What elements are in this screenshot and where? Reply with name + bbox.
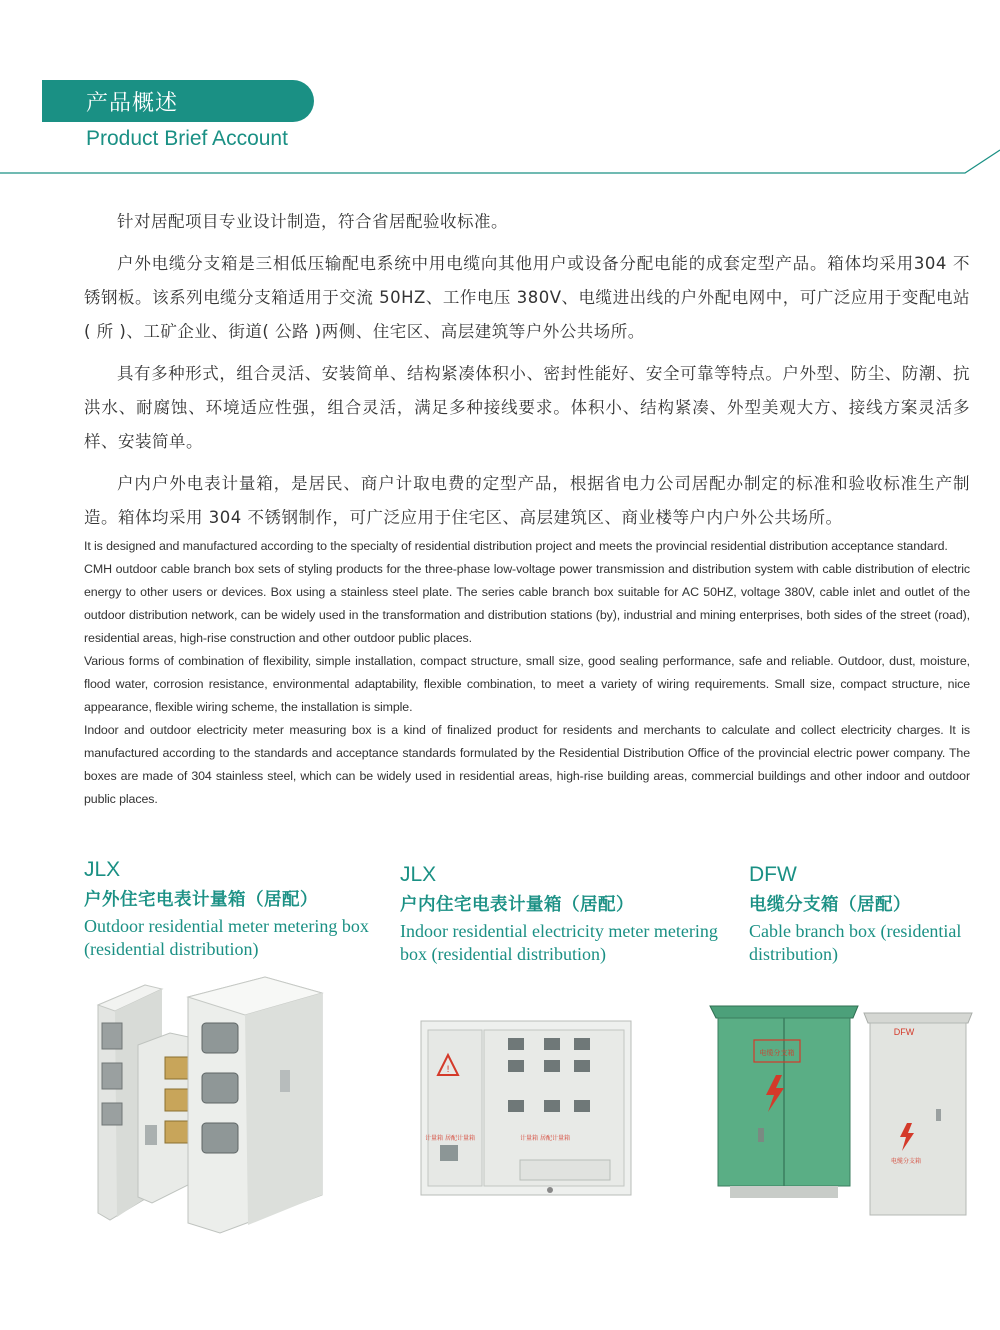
intro-en-paragraph: CMH outdoor cable branch box sets of styling products for the three-phase low-voltage power transmission and distribution system with cable distribution of electric energy to other users or devices. Box using a stainless steel plate. The series cable branch box suitable for AC 50HZ, voltage 380V, cable inlet and outlet of the outdoor distribution network, can be widely used in the transformation and distribution stations (by), industrial and mining enterprises, both sides of the street (road), residential areas, high-rise construction and other outdoor public places.	[84, 562, 970, 645]
intro-cn-paragraph: 户内户外电表计量箱，是居民、商户计取电费的定型产品，根据省电力公司居配办制定的标准和验收标准生产制造。箱体均采用 304 不锈钢制作，可广泛应用于住宅区、高层建筑区、商业楼等户内户外公共场所。	[84, 474, 970, 527]
product-name-en: Indoor residential electricity meter metering box (residential distribution)	[400, 921, 718, 964]
product-indoor-meter-box	[400, 863, 730, 966]
svg-text:!: !	[446, 1065, 450, 1075]
product-code: JLX	[84, 858, 121, 881]
product-name-cn: 户内住宅电表计量箱（居配）	[400, 895, 634, 915]
photo-label: 计量箱 居配计量箱	[425, 1135, 475, 1142]
section-title-en: Product Brief Account	[86, 127, 288, 150]
product-cable-branch-box	[749, 863, 969, 966]
product-outdoor-meter-box	[84, 858, 384, 961]
intro-cn-paragraph: 具有多种形式，组合灵活、安装简单、结构紧凑体积小、密封性能好、安全可靠等特点。户外型、防尘、防潮、抗洪水、耐腐蚀、环境适应性强，组合灵活，满足多种接线要求。体积小、结构紧凑、外型美观大方、接线方案灵活多样、安装简单。	[84, 364, 970, 451]
product-name-cn: 电缆分支箱（居配）	[749, 895, 911, 915]
green-cable-branch-box-photo	[708, 1000, 860, 1200]
indoor-meter-box-photo	[420, 1020, 632, 1196]
photo-label: 电缆分支箱	[759, 1049, 795, 1057]
product-name-en: Outdoor residential meter metering box (residential distribution)	[84, 916, 369, 959]
photo-label: 电缆分支箱	[890, 1158, 922, 1165]
product-code: DFW	[749, 863, 797, 886]
product-code: JLX	[400, 863, 437, 886]
intro-cn-paragraph: 针对居配项目专业设计制造，符合省居配验收标准。	[117, 212, 508, 231]
product-name-en: Cable branch box (residential distribution)	[749, 921, 962, 964]
intro-cn-paragraph: 户外电缆分支箱是三相低压输配电系统中用电缆向其他用户或设备分配电能的成套定型产品。箱体均采用304 不锈钢板。该系列电缆分支箱适用于交流 50HZ、工作电压 380V、电缆进出线的户外配电网中，可广泛应用于变配电站( 所 )、工矿企业、街道( 公路 )两侧、住宅区、高层建筑等户外公共场所。	[84, 254, 970, 341]
photo-label: DFW	[893, 1027, 915, 1037]
intro-en-paragraph: It is designed and manufactured according to the specialty of residential distribution project and meets the provincial residential distribution acceptance standard.	[84, 539, 948, 553]
intro-en-paragraph: Various forms of combination of flexibility, simple installation, compact structure, small size, good sealing performance, safe and reliable. Outdoor, dust, moisture, flood water, corrosion resistance, environmental adaptability, flexible combination, to meet a variety of wiring requirements. Small size, compact structure, nice appearance, flexible wiring scheme, the installation is simple.	[84, 654, 970, 714]
intro-en	[84, 535, 970, 811]
grey-cable-branch-box-photo	[862, 1005, 974, 1223]
product-name-cn: 户外住宅电表计量箱（居配）	[84, 890, 318, 910]
intro-cn	[84, 205, 970, 543]
intro-en-paragraph: Indoor and outdoor electricity meter measuring box is a kind of finalized product for residents and merchants to calculate and collect electricity charges. It is manufactured according to the standards and acceptance standards formulated by the Residential Distribution Office of the provincial electric power company. The boxes are made of 304 stainless steel, which can be widely used in residential areas, high-rise building areas, commercial buildings and other indoor and outdoor public places.	[84, 723, 970, 806]
photo-label: 计量箱 居配计量箱	[520, 1135, 570, 1142]
section-title-cn: 产品概述	[86, 91, 179, 116]
outdoor-meter-box-photo	[90, 975, 330, 1235]
